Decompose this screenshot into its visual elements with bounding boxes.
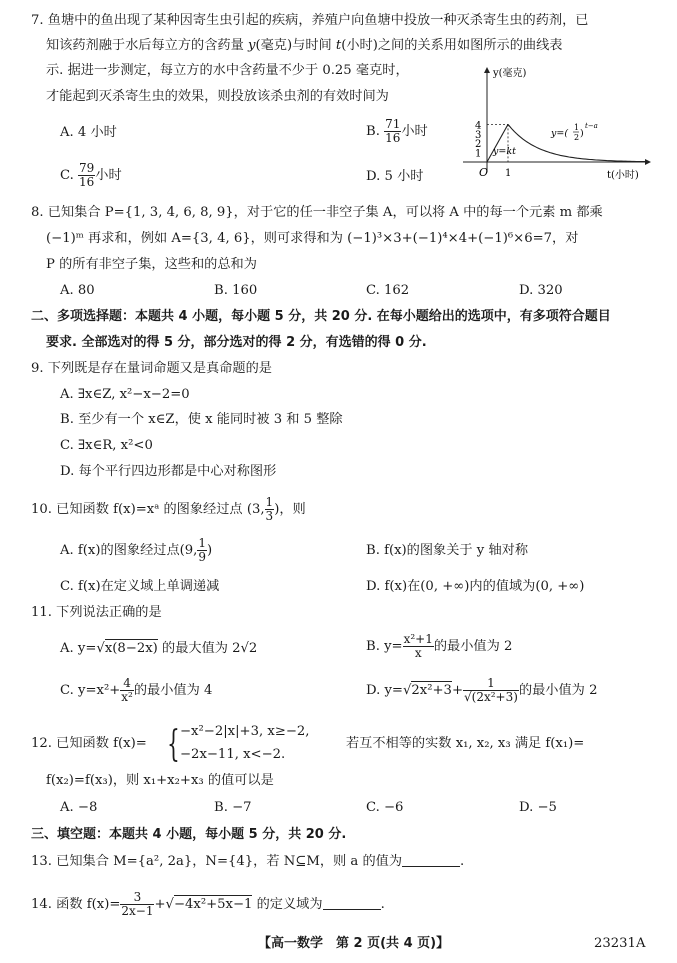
q12-stem: 12. 已知函数 f(x)= [31, 736, 147, 751]
q8-option-c: C. 162 [366, 283, 410, 298]
y-tick-2: 2 [475, 139, 482, 151]
q9-stem: 9. 下列既是存在量词命题又是真命题的是 [31, 361, 272, 376]
q7-line1: 7. 鱼塘中的鱼出现了某种因寄生虫引起的疾病，养殖户向鱼塘中投放一种灭杀寄生虫的药剂，已 [31, 13, 589, 28]
x-axis-label: t(小时) [607, 170, 639, 181]
q10-option-d: D. f(x)在(0, +∞)内的值域为(0, +∞) [366, 579, 585, 594]
y-tick-4: 4 [475, 120, 482, 132]
y-axis-label: y(毫克) [493, 68, 527, 79]
q8-line3: P 的所有非空子集，这些和的总和为 [46, 257, 257, 272]
q9-option-c: C. ∃x∈R, x²<0 [60, 438, 153, 453]
svg-text:1: 1 [574, 123, 580, 132]
x-tick-1: 1 [505, 168, 512, 179]
q11-stem: 11. 下列说法正确的是 [31, 605, 162, 620]
q8-option-d: D. 320 [519, 283, 563, 298]
q12-stem-cont: 若互不相等的实数 x₁, x₂, x₃ 满足 f(x₁)= [346, 736, 585, 751]
q8-option-b: B. 160 [214, 283, 258, 298]
line-label: y=kt [493, 146, 516, 157]
origin-label: O [479, 166, 489, 179]
q7-line4: 才能起到灭杀寄生虫的效果，则投放该杀虫剂的有效时间为 [46, 89, 389, 104]
q7-line3: 示. 据进一步测定，每立方的水中含药量不少于 0.25 毫克时， [46, 63, 409, 78]
q10-option-a: A. f(x)的图象经过点(9, $\frac{1}{9}$ ) [60, 536, 213, 564]
q12-case1: −x²−2|x|+3, x≥−2, [180, 724, 310, 739]
q8-option-a: A. 80 [60, 283, 95, 298]
q12-option-b: B. −7 [214, 800, 252, 815]
q12-brace: { [167, 723, 180, 765]
q10-option-c: C. f(x)在定义域上单调递减 [60, 579, 220, 594]
q13-answer-blank[interactable] [402, 852, 460, 867]
q7-option-d: D. 5 小时 [366, 169, 424, 184]
q12-option-a: A. −8 [60, 800, 98, 815]
q11-option-b: B. y= $\frac{\text{x²+1}}{x}$ 的最小值为 2 [366, 632, 513, 660]
q8-line1: 8. 已知集合 P={1, 3, 4, 6, 8, 9}，对于它的任一非空子集 A，可以将 A 中的每一个元素 m 都乘 [31, 205, 603, 220]
dose-curve-graph [455, 62, 655, 182]
q10-stem: 10. 已知函数 f(x)=xᵃ 的图象经过点 (3, $\frac{1}{3}$ )，则 [31, 495, 306, 523]
svg-text:): ) [580, 128, 584, 139]
y-tick-1: 1 [475, 148, 482, 160]
q7-option-b: B. $\frac{71}{16}$ 小时 [366, 117, 428, 145]
q13: 13. 已知集合 M={a², 2a}，N={4}，若 N⊆M，则 a 的值为 . [31, 854, 465, 869]
q9-option-b: B. 至少有一个 x∈Z，使 x 能同时被 3 和 5 整除 [60, 412, 343, 427]
q7-line2: 知该药剂融于水后每立方的含药量 y(毫克)与时间 t(小时)之间的关系用如图所示的曲线表 [46, 38, 563, 53]
footer-code: 23231A [594, 936, 646, 951]
y-tick-3: 3 [475, 129, 482, 141]
q7-option-c: C. $\frac{79}{16}$ 小时 [60, 161, 122, 189]
q14: 14. 函数 f(x)= $\frac{3}{2x-1}$ +√−4x²+5x−1 的定义域为 . [31, 890, 385, 918]
svg-text:y=(: y=( [551, 128, 569, 139]
q8-line2: (−1)ᵐ 再求和，例如 A={3, 4, 6}，则可求得和为 (−1)³×3+(−1)⁴×4+(−1)⁶×6=7，对 [46, 231, 579, 246]
footer-page-info: 【高一数学 第 2 页(共 4 页)】 [258, 936, 450, 951]
q11-option-a: A. y=√x(8−2x) 的最大值为 2√2 [60, 641, 258, 656]
q10-option-b: B. f(x)的图象关于 y 轴对称 [366, 543, 529, 558]
q12-option-d: D. −5 [519, 800, 557, 815]
q11-option-d: D. y=√2x²+3+ $\frac{1}{\text{√(2x²+3)}}$ 的最小值为 2 [366, 676, 598, 704]
q12-case2: −2x−11, x<−2. [180, 747, 286, 762]
svg-text:2: 2 [574, 133, 580, 142]
q11-option-c: C. y=x²+ $\frac{4}{\text{x²}}$ 的最小值为 4 [60, 676, 213, 704]
svg-text:t−a: t−a [585, 122, 598, 130]
curve-label [550, 122, 598, 142]
section3-heading: 三、填空题：本题共 4 小题，每小题 5 分，共 20 分. [31, 827, 347, 842]
q12-line2: f(x₂)=f(x₃)，则 x₁+x₂+x₃ 的值可以是 [46, 773, 274, 788]
section2-heading-cont: 要求. 全部选对的得 5 分，部分选对的得 2 分，有选错的得 0 分. [46, 335, 427, 350]
q12-option-c: C. −6 [366, 800, 404, 815]
q14-answer-blank[interactable] [323, 895, 381, 910]
section2-heading: 二、多项选择题：本题共 4 小题，每小题 5 分，共 20 分. 在每小题给出的选项中，有多项符合题目 [31, 309, 611, 324]
q9-option-a: A. ∃x∈Z, x²−x−2=0 [60, 387, 190, 402]
q9-option-d: D. 每个平行四边形都是中心对称图形 [60, 464, 277, 479]
q7-option-a: A. 4 小时 [60, 125, 117, 140]
y-tick-labels [475, 120, 481, 159]
